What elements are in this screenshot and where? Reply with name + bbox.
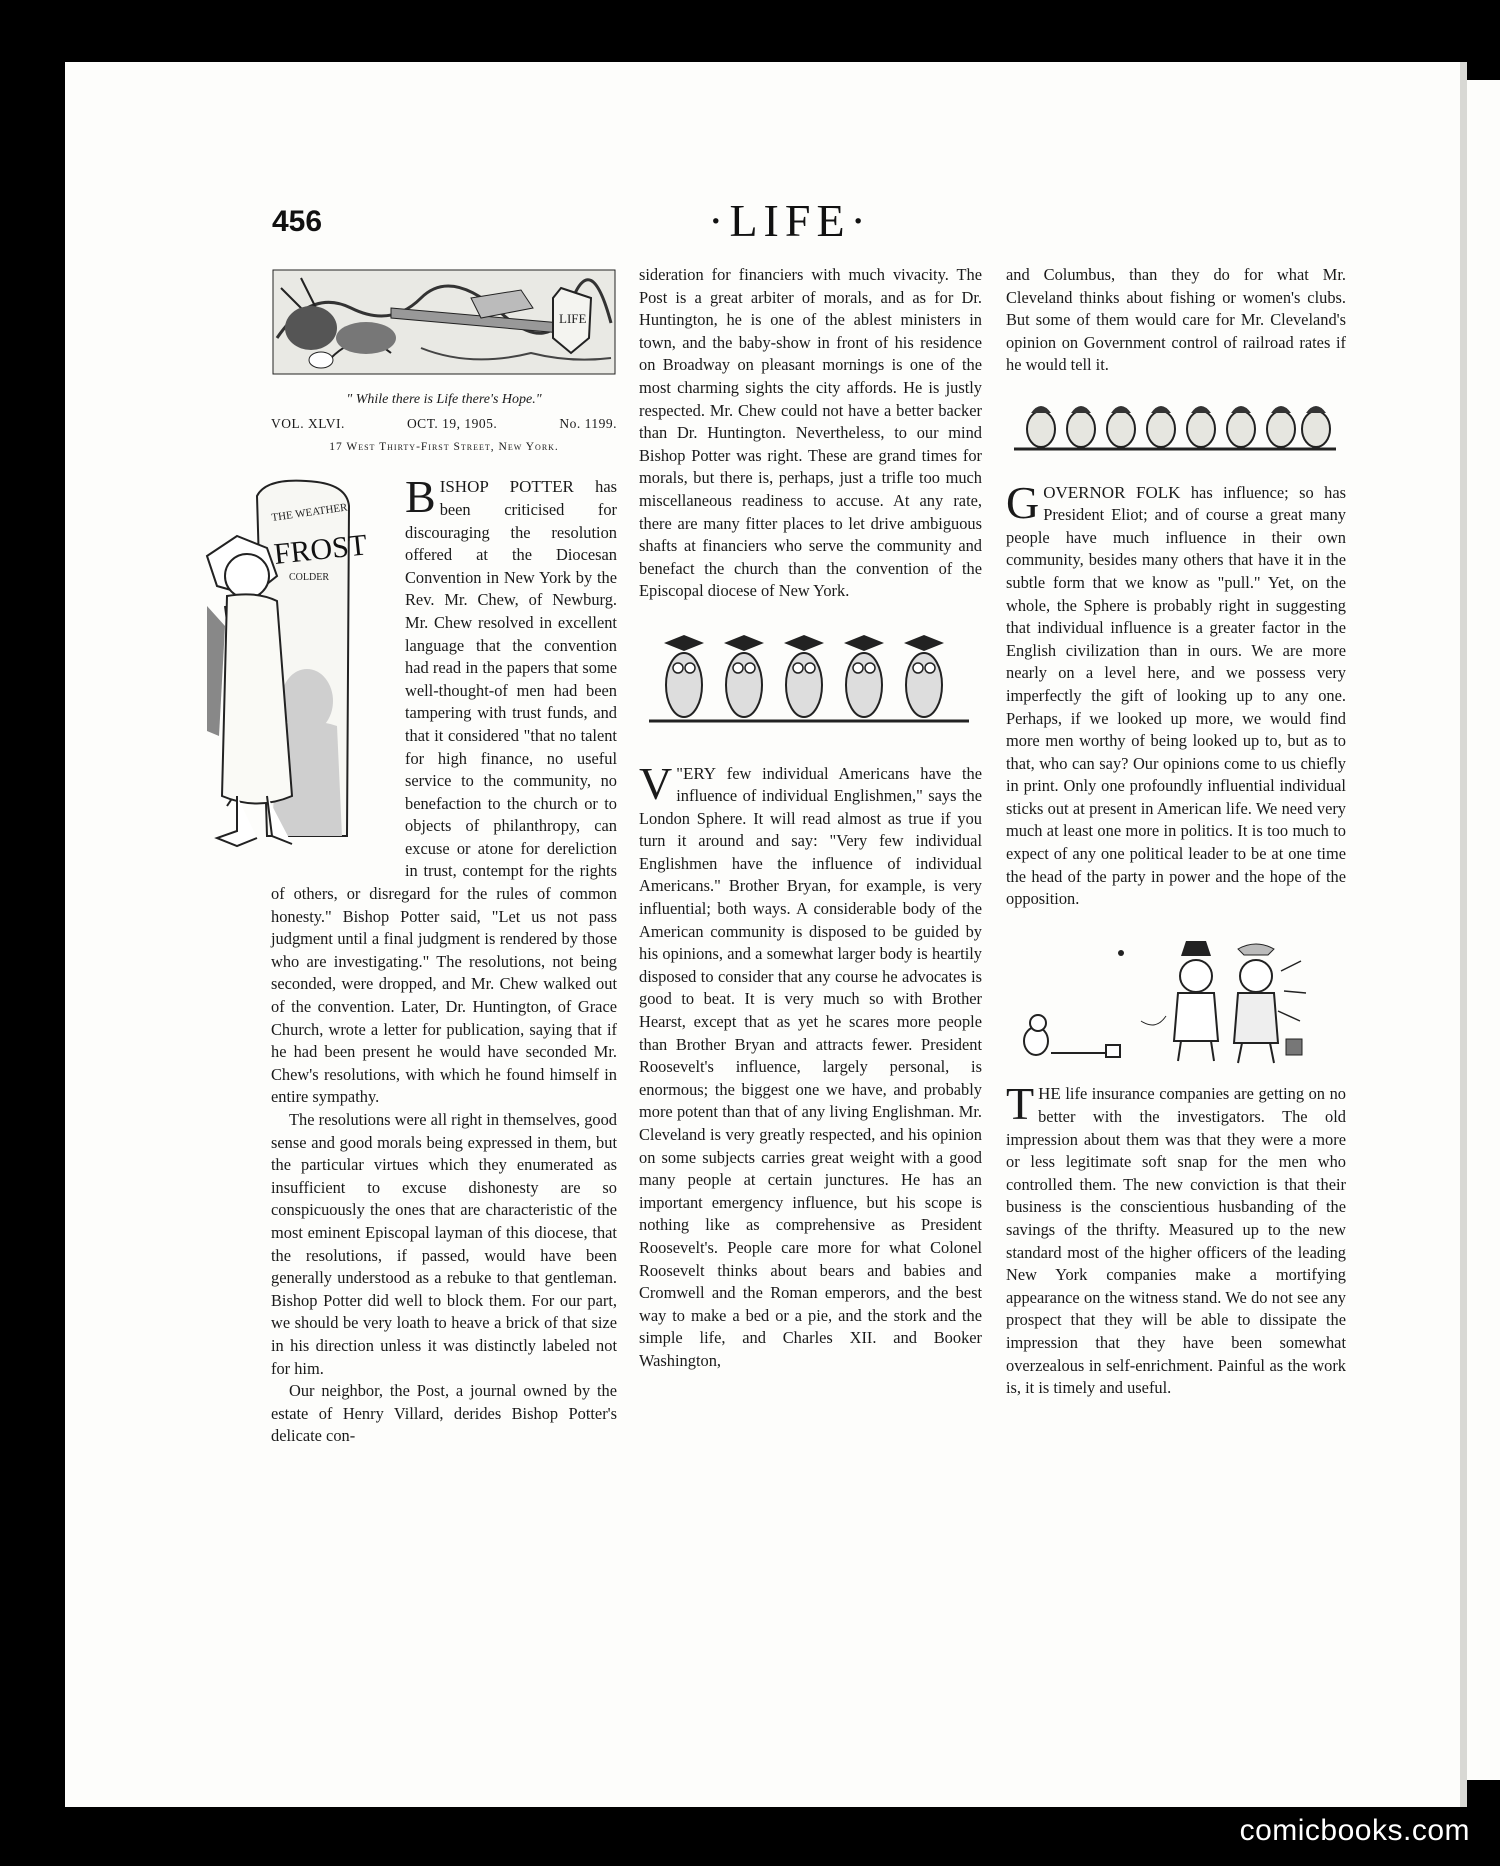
masthead-title: ·LIFE·: [708, 195, 872, 246]
lead-caps-governor: OVERNOR FOLK: [1043, 482, 1181, 502]
frost-boy-illustration: [197, 476, 397, 866]
issue-number: No. 1199.: [559, 416, 617, 432]
next-page-strip: [1467, 80, 1500, 1780]
lead-caps-the: HE: [1038, 1084, 1061, 1104]
sign-sub: COLDER: [289, 572, 329, 584]
masthead-illustration: [271, 268, 617, 378]
motto: " While there is Life there's Hope.": [346, 391, 542, 407]
paragraph-life-insurance: life insurance companies are getting on no better with the investigators. The old impression about them was that they were a more or less legitimate soft snap for the men who controlled them. The new conviction is that their business is the conscientious husbanding of the savings of the thrifty. Measured up to the new standard most of the higher officers of the leading New York companies make a mortifying appearance on the witness stand. We do not see any prospect that they will be able to dissipate the impression that they have been somewhat overzealous in self-enrichment. Painful as the work is, it is timely and useful.: [1006, 1084, 1346, 1398]
paragraph-governor-folk: has influence; so has President Eliot; and of course a great many people have much influence in their own community, besides many others that have it in the subtle form that we know as "pull." Yet, on the whole, the Sphere is probably right in suggesting that individual influence is a greater factor in the English civilization than in ours. We are more nearly on a level here, and we possess very imperfectly the gift of looking up to any one. Perhaps, if we looked up more, we would find more men worthy of being looked up to, but as to that, who can say? Our opinions come to us chiefly in print. Only one profoundly influential individual sticks out at present in American life. We need very much at least one more in politics. It is too much to expect of any one political leader to be at one time the head of the party in power and the hope of the opposition.: [1006, 482, 1346, 909]
page-number: 456: [272, 205, 323, 238]
drop-cap-t: T: [1006, 1078, 1035, 1130]
column-1: [271, 268, 617, 1448]
watermark: comicbooks.com: [1239, 1814, 1470, 1847]
men-and-dog-illustration: [1006, 921, 1346, 1071]
drop-cap-g: G: [1006, 476, 1040, 528]
drop-cap-v: V: [639, 757, 673, 809]
paragraph-resolutions: The resolutions were all right in themselves, good sense and good morals being expressed in them, but the particular virtues which they enumerated as insufficient to excuse dishonesty are so conspicuously the ones that are characteristic of the most eminent Episcopal layman of this diocese, that the resolutions, if passed, would have been generally understood as a rebuke to that gentleman. Bishop Potter did well to block them. For our part, we should be very loath to heave a brick of that size in his direction unless it was distinctly labeled not for him.: [271, 1110, 617, 1378]
column-2: [639, 264, 982, 1373]
issue-date: OCT. 19, 1905.: [406, 416, 498, 432]
page-edge: [1460, 62, 1467, 1807]
open-quote: ": [676, 763, 683, 783]
sign-title: THE WEATHER: [270, 501, 349, 525]
volume-line: [271, 413, 617, 436]
masthead-logo-text: LIFE: [559, 311, 587, 326]
address: 17 West Thirty-First Street, New York.: [329, 440, 559, 453]
lead-caps-very: ERY: [682, 763, 716, 783]
paragraph-bishop-potter: has been criticised for discouraging the resolution offered at the Diocesan Convention in New York by the Rev. Mr. Chew, of Newburg. Mr. Chew resolved in excellent language that the convention had read in the papers that some well-thought-of men had been tampering with trust funds, and that it considered "that no talent for high finance, no useful service to the community, no benefaction to the church or to objects of philanthropy, can excuse or atone for dereliction in trust, contempt for the rights of others, or disregard for the rules of common honesty." Bishop Potter said, "Let us not pass judgment until a final judgment is rendered by those who are investigating." The resolutions, not being seconded, were dropped, and Mr. Chew walked out of the convention. Later, Dr. Huntington, of Grace Church, wrote a letter for publication, saying that if he had been present he would have seconded Mr. Chew's resolutions, with which he found himself in entire sympathy.: [271, 477, 617, 1107]
paragraph-columbus: and Columbus, than they do for what Mr. Cleveland thinks about fishing or women's clubs. But some of them would care for Mr. Cleveland's opinion on Government control of railroad rates if he would tell it.: [1006, 265, 1346, 375]
column-3: [1006, 264, 1346, 1400]
paragraph-post-continued: sideration for financiers with much vivacity. The Post is a great arbiter of morals, and as for Dr. Huntington, he is one of the ablest ministers in town, and the baby-show in front of his residence on Broadway on pleasant mornings is one of the most charming sights the city affords. He is justly respected. Mr. Chew could not have a better backer than Dr. Huntington. Nevertheless, to our mind Bishop Potter was right. These are grand times for morals, but there is, perhaps, just a trifle too much miscellaneous readiness to accuse. At any rate, there are many fitter places to let drive ambiguous shafts at financiers who serve the community and benefact the church than the convention of the Episcopal diocese of New York.: [639, 265, 982, 601]
birds-illustration: [1006, 391, 1346, 461]
drop-cap-b: B: [405, 471, 436, 523]
masthead-box: [271, 268, 617, 458]
owls-illustration: [639, 623, 982, 738]
volume: VOL. XLVI.: [271, 416, 345, 432]
paragraph-very-few: few individual Americans have the influence of individual Englishmen," says the London Sphere. It will read almost as true if you turn it around and say: "Very few individual Englishmen have the influence of individual Americans." Brother Bryan, for example, is very influential; both ways. A considerable body of the American community is disposed to be guided by his opinions, and a somewhat larger body is heartily disposed to consider that any course he advocates is good to beat. It is very much so with Brother Hearst, except that as yet he scares more people than Brother Bryan and attracts fewer. President Roosevelt's influence, largely personal, is enormous; the biggest one we have, and probably more potent than that of any living Englishman. Mr. Cleveland is very greatly respected, and his opinion on some subjects carries great weight with a good many people at certain junctures. He has an important emergency influence, but his scope is nothing like as comprehensive as President Roosevelt's. People care more for what Colonel Roosevelt thinks about bears and babies and Cromwell and the Roman emperors, and the best way to make a bed or a pie, and the stork and the simple life, and Charles XII. and Booker Washington,: [639, 763, 982, 1370]
paragraph-neighbor-post: Our neighbor, the Post, a journal owned by the estate of Henry Villard, derides Bishop Potter's delicate con-: [271, 1381, 617, 1446]
lead-caps-bishop: ISHOP POTTER: [439, 477, 574, 497]
sign-word: FROST: [272, 528, 369, 572]
